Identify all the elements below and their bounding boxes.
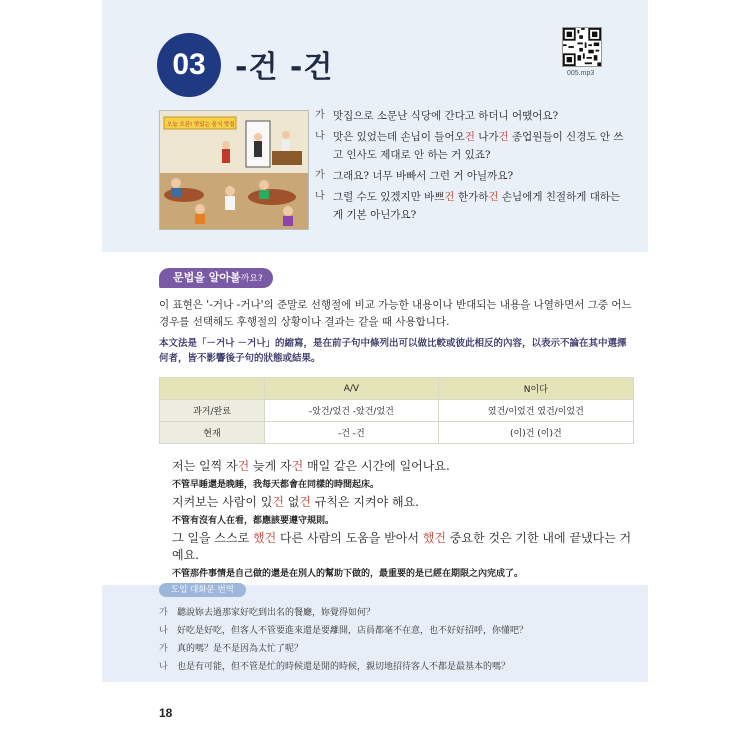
text-run: 맛은 있었는데 손님이 들어오: [333, 131, 465, 143]
translation-text: 真的嗎？是不是因為太忙了呢？: [177, 644, 304, 654]
text-run: 다른 사람의 도움을 받아서: [276, 531, 423, 545]
text-run: 그럴 수도 있겠지만 바쁘: [333, 191, 445, 203]
grammar-highlight: 건: [464, 131, 475, 143]
text-run: 그래요? 너무 바빠서 그런 거 아닐까요?: [333, 170, 514, 182]
example-korean: [172, 530, 642, 564]
text-run: 중요한 것은 기한 내에 끝냈다는 거예요.: [172, 531, 632, 562]
grammar-highlight: 건: [299, 495, 311, 509]
translation-line: [159, 606, 639, 621]
grammar-highlight: 했건: [422, 531, 446, 545]
text-run: 나가: [474, 131, 499, 143]
grammar-highlight: 건: [237, 459, 250, 473]
text-run: 손님에게 친절하게 대하는 게 기본 아닌가요?: [333, 191, 621, 221]
conjugation-table: [159, 377, 634, 444]
speaker-label: 나: [315, 191, 325, 202]
table-header-cell: N이다: [438, 378, 633, 400]
intro-dialogue: [315, 107, 633, 227]
translation-text: 好吃是好吃，但客人不管要進來還是要離開，店員都毫不在意，也不好好招呼，你懂吧？: [177, 626, 529, 636]
grammar-highlight: 건: [444, 191, 455, 203]
example-sentence: [172, 494, 642, 528]
translation-lines: [159, 606, 639, 678]
speaker-label: 나: [315, 131, 325, 142]
example-korean: [172, 494, 642, 511]
grammar-header-main: 문법을 알아볼: [173, 271, 241, 284]
qr-code-icon[interactable]: [562, 27, 602, 67]
grammar-header-suffix: 까요?: [240, 274, 263, 284]
grammar-highlight: 건: [291, 459, 304, 473]
table-row-header: 현재: [160, 422, 265, 444]
speaker-label: 가: [315, 170, 325, 181]
text-run: 종업원들이 신경도 안 쓰고 인사도 제대로 안 하는 거 있죠?: [333, 131, 624, 161]
table-header-cell: [160, 378, 265, 400]
example-chinese: 不管那件事情是自己做的還是在別人的幫助下做的，最重要的是已經在期限之內完成了。: [172, 569, 524, 579]
text-run: 지켜보는 사람이 있: [172, 495, 273, 509]
text-run: 늦게 자: [249, 459, 292, 473]
grammar-highlight: 건: [272, 495, 284, 509]
translation-text: 也是有可能，但不管是忙的時候還是閒的時候，親切地招待客人不都是最基本的嗎？: [177, 662, 511, 672]
lesson-number-badge: 03: [157, 33, 221, 97]
translation-line: [159, 624, 639, 639]
text-run: 없: [283, 495, 300, 509]
example-chinese: 不管早睡還是晚睡，我每天都會在同樣的時間起床。: [172, 480, 380, 490]
grammar-explanation-korean: 이 표현은 '-거나 -거나'의 준말로 선행절에 비교 가능한 내용이나 반대되는 내용을 나열하면서 그중 어느 경우를 선택해도 후행절의 상황이나 결과는 같을 때 사용합니다.: [159, 299, 632, 328]
table-row-header: 과거/완료: [160, 400, 265, 422]
text-run: 그 일을 스스로: [172, 531, 253, 545]
qr-code-graphic: [563, 28, 601, 66]
example-korean: [172, 458, 642, 475]
text-run: 규칙은 지켜야 해요.: [310, 495, 419, 509]
table-cell: -았건/었건 -았건/었건: [265, 400, 439, 422]
speaker-label: 나: [159, 662, 168, 672]
text-run: 한가하: [454, 191, 489, 203]
speaker-label: 가: [159, 608, 168, 618]
example-chinese: 不管有沒有人在看，都應該要遵守規則。: [172, 516, 335, 526]
table-header-cell: A/V: [265, 378, 439, 400]
audio-file-label: 005.mp3: [567, 70, 595, 77]
text-run: 맛집으로 소문난 식당에 간다고 하더니 어땠어요?: [333, 110, 559, 122]
translation-text: 聽說妳去過那家好吃到出名的餐廳，妳覺得如何？: [177, 608, 376, 618]
grammar-section-header: [159, 268, 273, 288]
table-row: [160, 422, 634, 444]
translation-line: [159, 660, 639, 675]
speaker-label: 나: [159, 626, 168, 636]
translation-line: [159, 642, 639, 657]
table-row: [160, 400, 634, 422]
grammar-explanation-chinese: 本文法是「－거나 －거나」的縮寫，是在前子句中條列出可以做比較或彼此相反的內容，以表示不論在其中選擇何者，皆不影響後子句的狀態或結果。: [159, 338, 627, 364]
lesson-title: -건 -건: [235, 50, 334, 85]
text-run: 저는 일찍 자: [172, 459, 238, 473]
restaurant-scene-image: [160, 111, 308, 229]
table-cell: 였건/이었건 였건/이었건: [438, 400, 633, 422]
dialogue-line: [315, 167, 633, 185]
textbook-page: [102, 0, 648, 750]
dialogue-line: [315, 188, 633, 224]
page-number: 18: [159, 706, 173, 720]
speaker-label: 가: [159, 644, 168, 654]
speaker-label: 가: [315, 110, 325, 121]
grammar-highlight: 건: [498, 131, 509, 143]
translation-section-header: 도입 대화문 번역: [159, 583, 246, 597]
example-sentence: [172, 458, 642, 492]
table-cell: -건 -건: [265, 422, 439, 444]
text-run: 매일 같은 시간에 일어나요.: [303, 459, 450, 473]
grammar-highlight: 했건: [253, 531, 277, 545]
dialogue-line: [315, 128, 633, 164]
restaurant-sign-text: 오늘 오픈! 맛있는 음식 맛집: [167, 122, 235, 128]
table-header-row: [160, 378, 634, 400]
example-sentence: [172, 530, 642, 581]
grammar-highlight: 건: [488, 191, 499, 203]
dialogue-line: [315, 107, 633, 125]
restaurant-illustration: [159, 110, 309, 230]
table-cell: (이)건 (이)건: [438, 422, 633, 444]
